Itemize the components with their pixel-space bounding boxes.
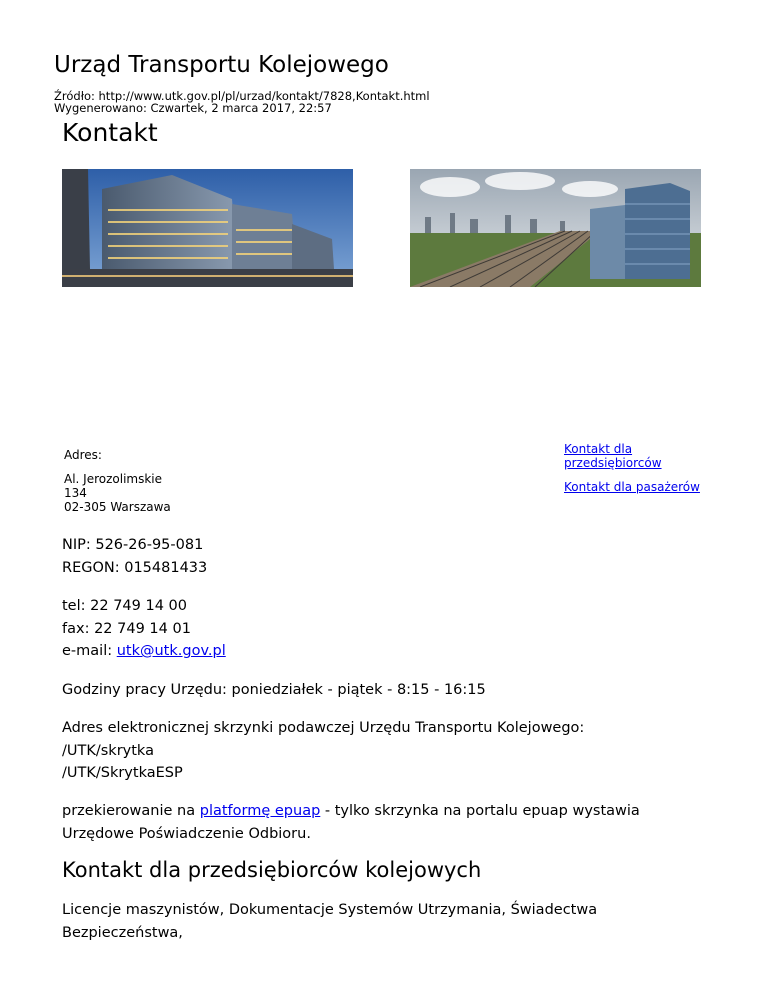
email-label: e-mail: (62, 643, 117, 659)
document-meta (54, 90, 430, 114)
electronic-inbox (62, 717, 702, 785)
address-block (64, 472, 171, 514)
address-street: Al. Jerozolimskie (64, 472, 163, 486)
address-number: 134 (64, 486, 87, 500)
phone: tel: 22 749 14 00 (62, 598, 187, 614)
nip: NIP: 526-26-95-081 (62, 537, 204, 553)
email-line (62, 640, 702, 663)
section-title: Kontakt dla przedsiębiorców kolejowych (62, 858, 482, 882)
epuap-prefix: przekierowanie na (62, 803, 200, 819)
epuap-link[interactable]: platformę epuap (199, 803, 321, 819)
inbox-address-1: /UTK/skrytka (62, 742, 154, 759)
source-url: Źródło: http://www.utk.gov.pl/pl/urzad/kontakt/7828,Kontakt.html (54, 89, 430, 103)
link-contact-businesses[interactable]: Kontakt dla przedsiębiorców (564, 442, 662, 470)
site-title: Urząd Transportu Kolejowego (54, 52, 389, 78)
regon: REGON: 015481433 (62, 559, 208, 576)
railway-skyline-photo (410, 169, 701, 287)
epuap-note (62, 800, 702, 845)
page-title: Kontakt (62, 118, 158, 147)
section-text: Licencje maszynistów, Dokumentacje Systemów Utrzymania, Świadectwa Bezpieczeństwa, (62, 902, 598, 941)
inbox-intro: Adres elektronicznej skrzynki podawczej Urzędu Transportu Kolejowego: (62, 720, 585, 736)
generated-date: Wygenerowano: Czwartek, 2 marca 2017, 22:57 (54, 101, 332, 115)
contact-details (62, 595, 702, 663)
office-hours: Godziny pracy Urzędu: poniedziałek - piątek - 8:15 - 16:15 (62, 682, 486, 698)
office-building-photo (62, 169, 353, 287)
epuap-suffix: - tylko skrzynka na portalu epuap wystawia Urzędowe Poświadczenie Odbioru. (62, 803, 640, 842)
inbox-address-2: /UTK/SkrytkaESP (62, 765, 183, 781)
company-ids (62, 534, 702, 579)
fax: fax: 22 749 14 01 (62, 620, 191, 637)
address-label: Adres: (64, 448, 102, 462)
address-city: 02-305 Warszawa (64, 500, 171, 514)
email-link[interactable]: utk@utk.gov.pl (116, 643, 226, 659)
link-contact-passengers[interactable]: Kontakt dla pasażerów (564, 480, 700, 494)
sidebar-links (564, 442, 714, 494)
